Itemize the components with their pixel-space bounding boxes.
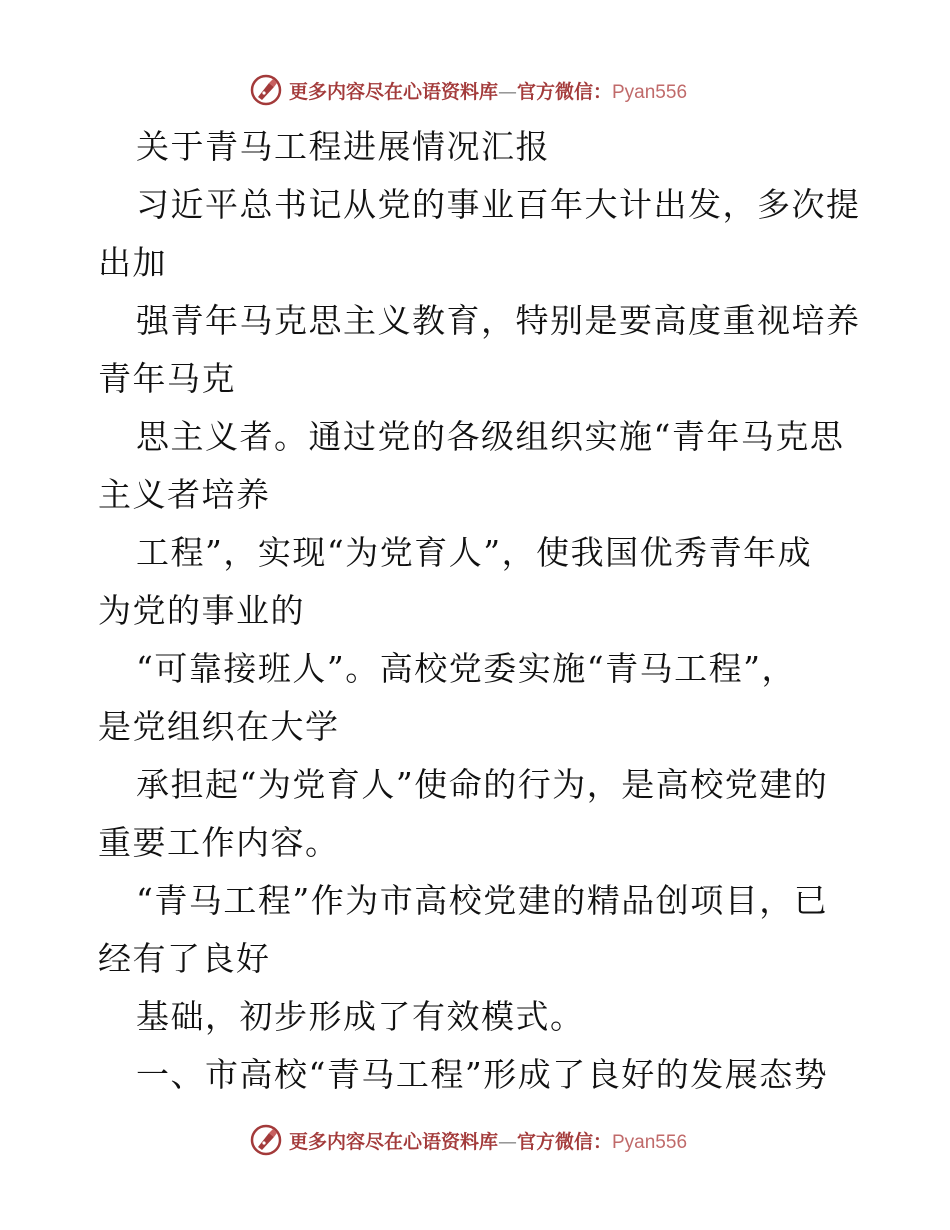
document-line: 思主义者。通过党的各级组织实施“青年马克思 [136,417,845,456]
header-wechat-id: Pyan556 [612,81,688,103]
document-line: 承担起“为党育人”使命的行为，是高校党建的 [136,765,829,804]
footer-banner [0,1120,950,1160]
header-banner [0,70,950,110]
header-wechat-label: 官方微信： [516,80,612,103]
document-line: 习近平总书记从党的事业百年大计出发，多次提 [136,185,861,224]
document-line: 重要工作内容。 [98,823,340,862]
document-line: 强青年马克思主义教育，特别是要高度重视培养 [136,301,861,340]
document-line: “青马工程”作为市高校党建的精品创项目，已 [136,881,829,920]
document-line: 经有了良好 [98,939,271,978]
document-body [98,118,861,1104]
document-line: 工程”，实现“为党育人”，使我国优秀青年成 [136,533,813,572]
footer-banner-inner [249,1123,687,1157]
footer-dash: — [497,1130,517,1153]
footer-banner-text [289,1127,687,1154]
pen-nib-logo-icon [249,1123,283,1157]
document-line: 一、市高校“青马工程”形成了良好的发展态势 [136,1055,829,1094]
document-title: 关于青马工程进展情况汇报 [136,127,550,166]
document-line: 基础，初步形成了有效模式。 [136,997,585,1036]
document-line: 出加 [98,243,167,282]
footer-brand-text: 更多内容尽在心语资料库 [288,1130,498,1153]
header-banner-inner [249,73,687,107]
header-brand-text: 更多内容尽在心语资料库 [288,80,498,103]
document-line: 是党组织在大学 [98,707,340,746]
document-line: “可靠接班人”。高校党委实施“青马工程”， [136,649,796,688]
header-banner-text [289,77,687,104]
document-line: 青年马克 [98,359,236,398]
footer-wechat-id: Pyan556 [612,1131,688,1153]
pen-nib-logo-icon [249,73,283,107]
header-dash: — [497,80,517,103]
document-line: 主义者培养 [98,475,271,514]
footer-wechat-label: 官方微信： [516,1130,612,1153]
document-line: 为党的事业的 [98,591,305,630]
